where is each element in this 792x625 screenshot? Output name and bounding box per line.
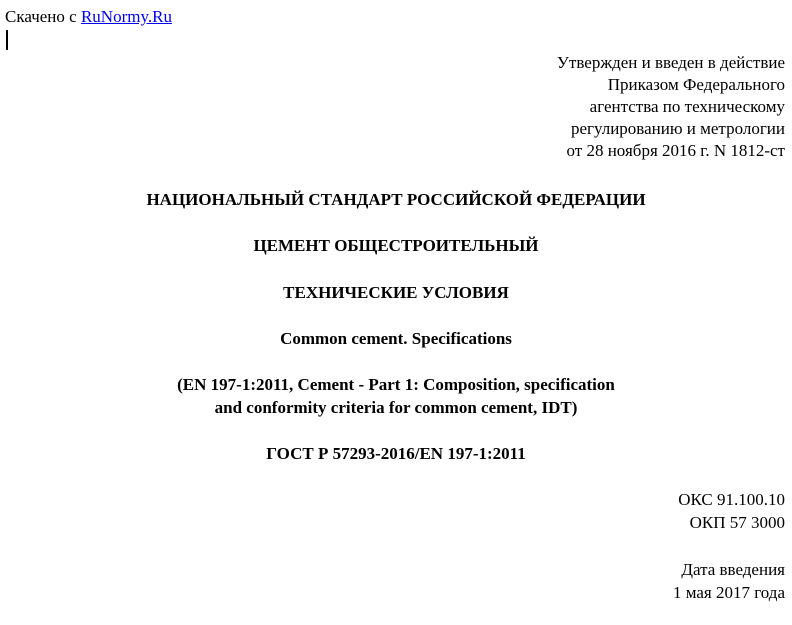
text-cursor [6,30,8,50]
source-link[interactable]: RuNormy.Ru [80,7,172,26]
approval-line: агентства по техническому [589,97,785,116]
en197-line: and conformity criteria for common cement, IDT) [214,398,578,417]
approval-line: Приказом Федерального [607,75,785,94]
approval-line: Утвержден и введен в действие [556,53,785,72]
classification-block [485,488,785,534]
okp-code: ОКП 57 3000 [689,513,785,532]
approval-line: от 28 ноября 2016 г. N 1812-ст [566,141,785,160]
standard-heading: НАЦИОНАЛЬНЫЙ СТАНДАРТ РОССИЙСКОЙ ФЕДЕРАЦИИ [146,190,646,209]
en197-reference [0,373,792,419]
introduction-block [485,558,785,604]
english-title: Common cement. Specifications [280,329,512,348]
approval-block [385,52,785,162]
document-title: ЦЕМЕНТ ОБЩЕСТРОИТЕЛЬНЫЙ [253,236,539,255]
gost-designation: ГОСТ Р 57293-2016/EN 197-1:2011 [266,444,526,463]
introduction-date: 1 мая 2017 года [672,583,785,602]
en197-line: (EN 197-1:2011, Cement - Part 1: Composition, specification [177,375,615,394]
introduction-label: Дата введения [681,560,785,579]
oks-code: ОКС 91.100.10 [678,490,785,509]
source-prefix: Скачено с [5,7,81,26]
document-subtitle: ТЕХНИЧЕСКИЕ УСЛОВИЯ [283,283,509,302]
approval-line: регулированию и метрологии [570,119,785,138]
source-line [5,7,172,27]
